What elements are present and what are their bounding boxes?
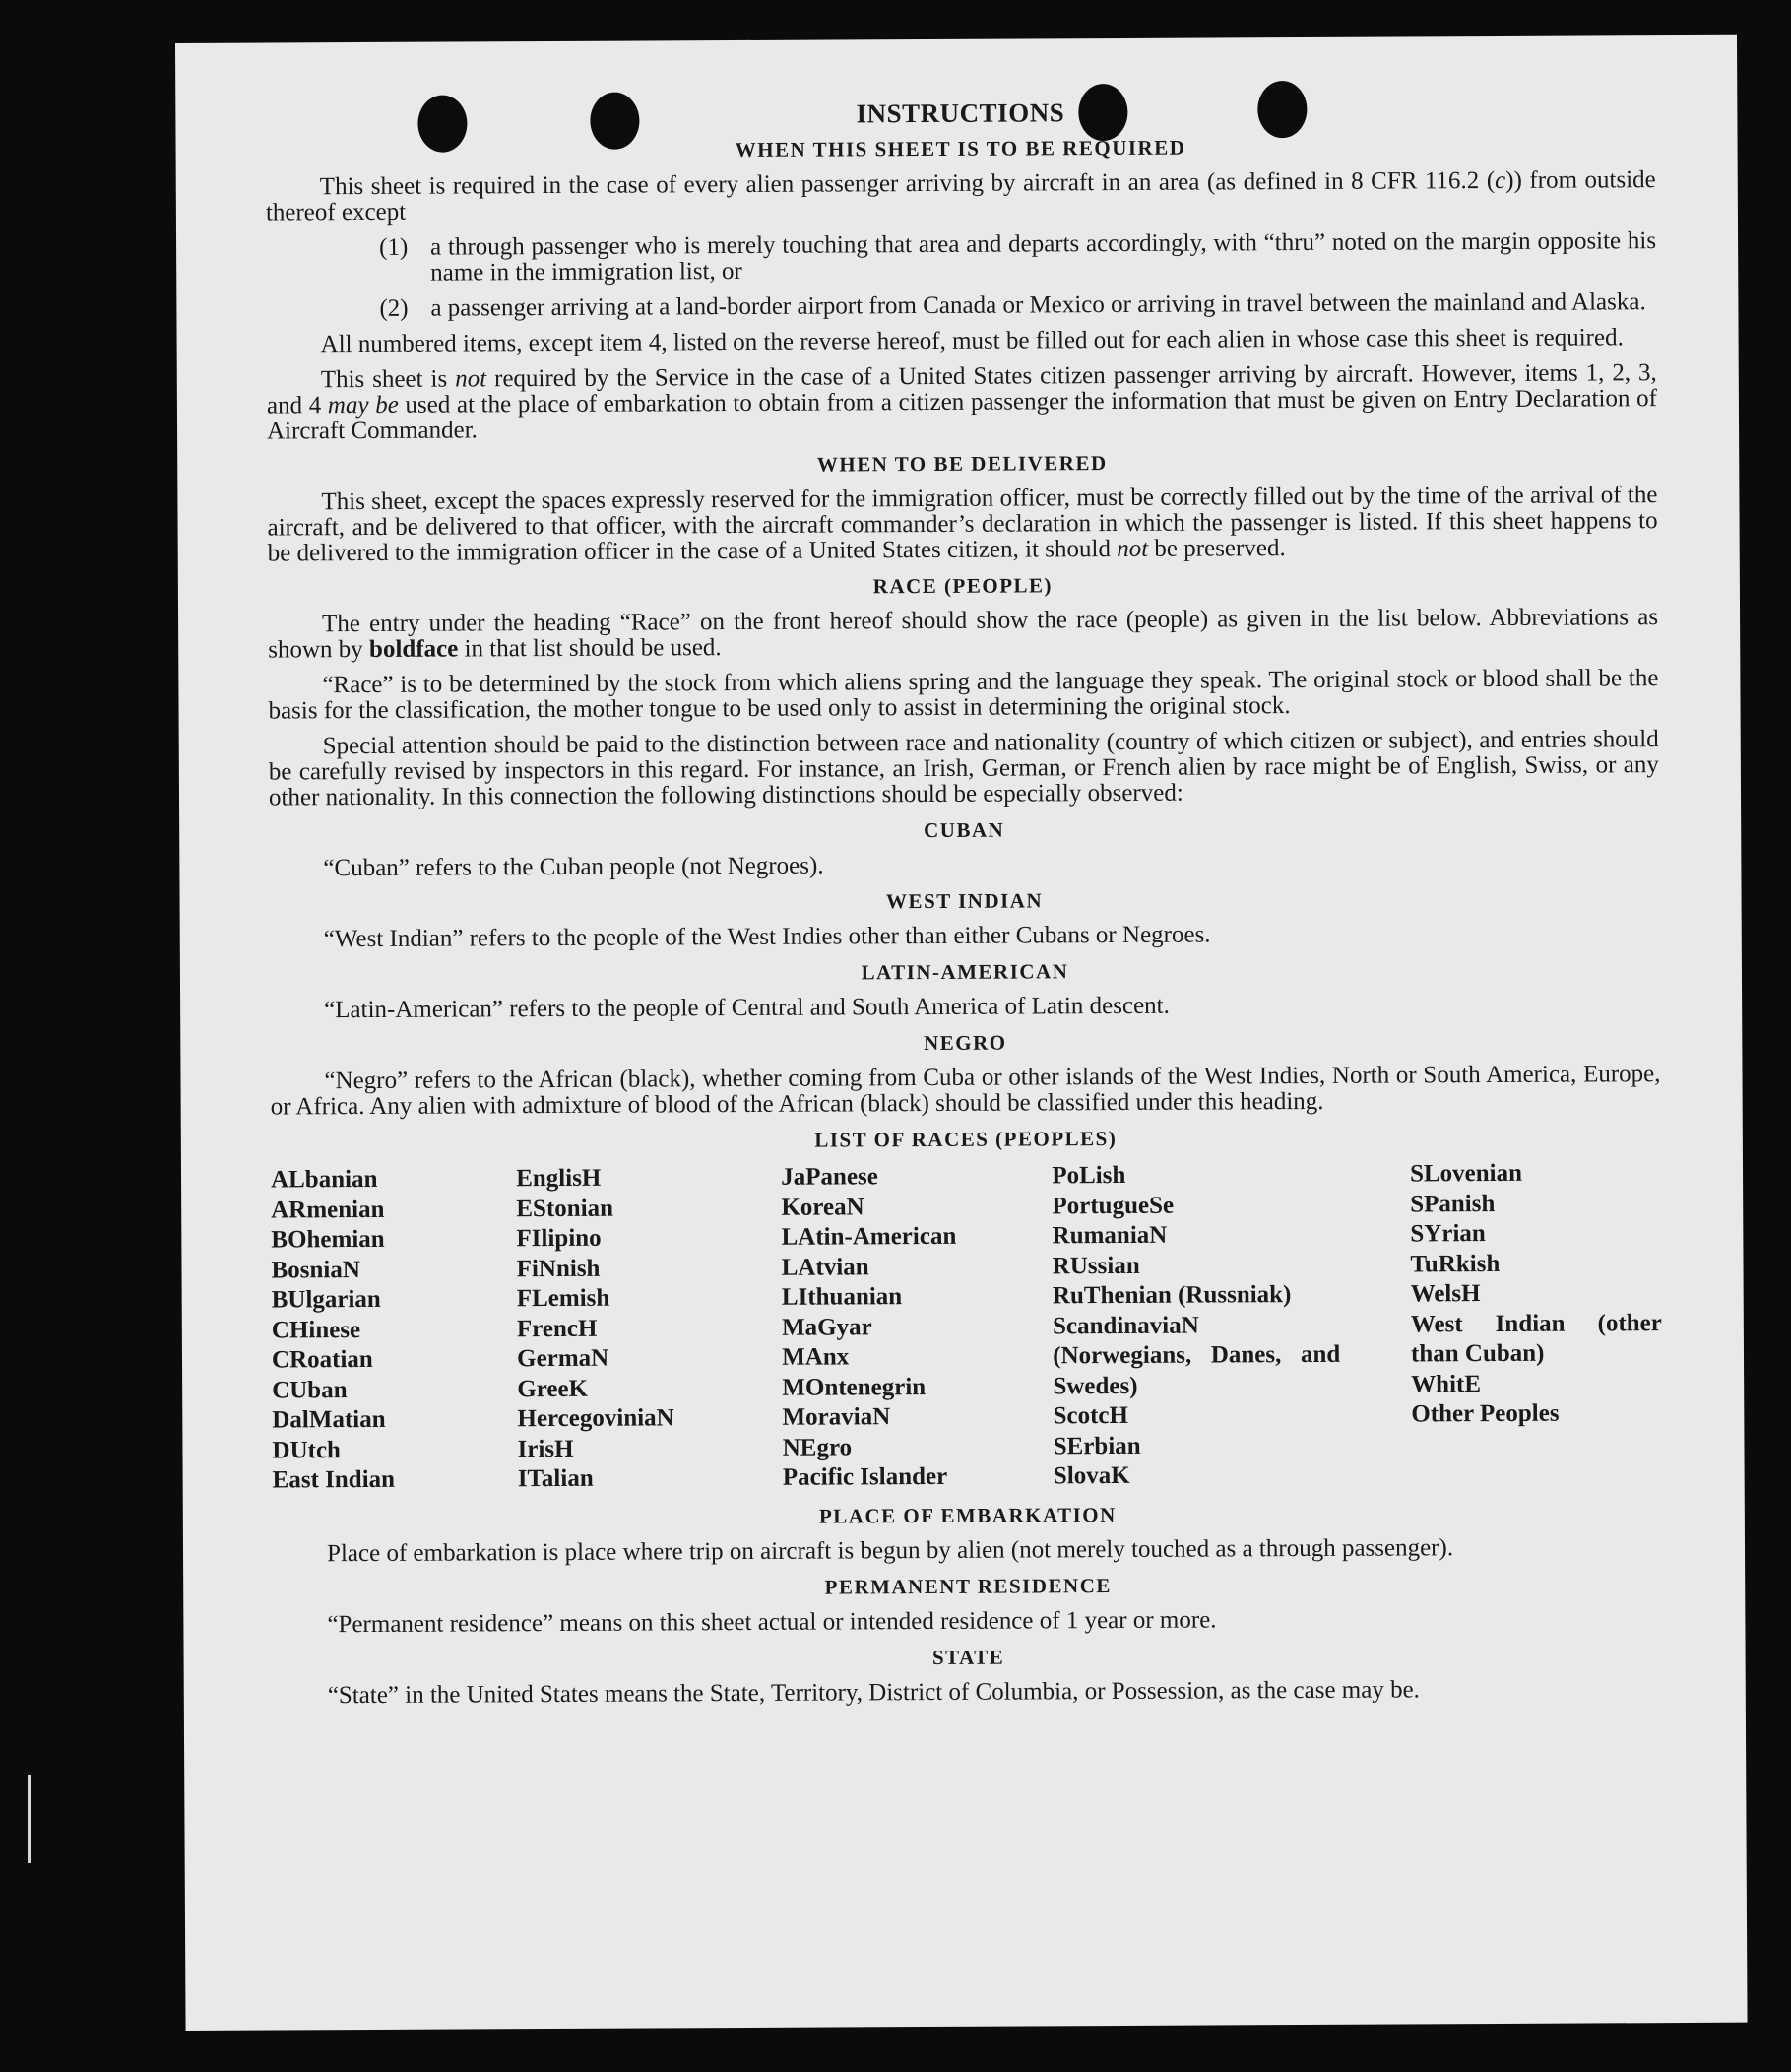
race-entry: ALbanian: [270, 1165, 378, 1194]
heading-race: RACE (PEOPLE): [872, 573, 1054, 599]
paragraph-latin-american: “Latin-American” refers to the people of Central and South America of Latin descent.: [324, 992, 1170, 1024]
race-entry: TuRkish: [1410, 1250, 1501, 1277]
race-entry: RumaniaN: [1052, 1221, 1168, 1250]
item-number: (2): [379, 294, 409, 322]
paragraph-state: “State” in the United States means the State, Territory, District of Columbia, or Possession, as the case may be.: [327, 1675, 1420, 1709]
race-entry: LAtin-American: [781, 1222, 957, 1251]
paragraph-delivery: This sheet, except the spaces expressly reserved for the immigration officer, must be correctly filled out by the time of the arrival of the aircraft, and be delivered to that officer, with the aircraft commander’s declaration in which the passenger is listed. If this sheet happens to be delivered to the immigration officer in the case of a United States citizen, it should not be preserved.: [267, 482, 1658, 567]
paragraph-permanent-residence: “Permanent residence” means on this sheet actual or intended residence of 1 year or more.: [327, 1605, 1217, 1638]
race-entry: SLovenian: [1409, 1159, 1523, 1188]
paragraph-race-definition: “Race” is to be determined by the stock from which aliens spring and the language they speak. The original stock or blood shall be the basis for the classification, the mother tongue to be used only to assist in determining the original stock.: [268, 665, 1659, 725]
heading-latin-american: LATIN-AMERICAN: [861, 959, 1069, 985]
paragraph-west-indian: “West Indian” refers to the people of the West Indies other than either Cubans or Negroes.: [323, 921, 1211, 953]
race-entry: EnglisH: [516, 1164, 602, 1193]
race-entry: PortugueSe: [1052, 1192, 1175, 1219]
race-entry: MaGyar: [781, 1313, 872, 1341]
heading-cuban: CUBAN: [924, 817, 1005, 843]
document-sheet: [175, 35, 1748, 2031]
race-column-1: [271, 1164, 518, 1496]
heading-when-required: WHEN THIS SHEET IS TO BE REQUIRED: [735, 135, 1186, 162]
race-entry: ITalian: [517, 1464, 594, 1493]
item-text: a through passenger who is merely touching that area and departs accordingly, with “thru” noted on the margin opposite his name in the immigration list, or: [430, 227, 1657, 287]
race-entry: Other Peoples: [1411, 1399, 1560, 1428]
race-entry: GreeK: [517, 1375, 589, 1402]
race-entry: FIlipino: [516, 1224, 602, 1253]
race-entry: SYrian: [1410, 1220, 1486, 1248]
race-entry: MOntenegrin: [782, 1373, 927, 1401]
race-entry: FrencH: [516, 1315, 598, 1342]
race-entry: CUban: [272, 1376, 348, 1404]
race-entry: IrisH: [517, 1435, 574, 1462]
race-entry: HercegoviniaN: [517, 1404, 674, 1433]
item-text: a passenger arriving at a land-border airport from Canada or Mexico or arriving in travel between the mainland and Alaska.: [430, 289, 1646, 322]
paragraph-race-entry: The entry under the heading “Race” on the front hereof should show the race (people) as given in the list below. Abbreviations as shown by boldface in that list should be used.: [268, 604, 1659, 664]
race-entry: BosniaN: [271, 1256, 360, 1284]
document-body: [265, 97, 1664, 1718]
race-column-3: [781, 1161, 1054, 1493]
page-title: INSTRUCTIONS: [856, 97, 1065, 129]
scan-edge-mark: [28, 1775, 31, 1863]
race-entry: DUtch: [272, 1436, 341, 1464]
heading-when-delivered: WHEN TO BE DELIVERED: [816, 451, 1108, 477]
race-entry-scandinavian: ScandinaviaN (Norwegians, Danes, and Swedes): [1053, 1312, 1341, 1399]
race-entry: GermaN: [517, 1344, 609, 1373]
race-entry: CHinese: [271, 1316, 361, 1344]
paragraph-race-nationality: Special attention should be paid to the distinction between race and nationality (country of which citizen or subject), and entries should be carefully revised by inspectors in this regard. For instance, an Irish, German, or French alien by race might be of English, Swiss, or any other nationality. In this connection the following distinctions should be especially observed:: [268, 726, 1659, 811]
exception-item-1: [379, 228, 1656, 287]
race-entry: CRoatian: [271, 1345, 373, 1374]
heading-embarkation: PLACE OF EMBARKATION: [818, 1502, 1117, 1528]
race-entry: East Indian: [272, 1465, 396, 1494]
paragraph-citizen: This sheet is not required by the Service in the case of a United States citizen passenger arriving by aircraft. However, items 1, 2, 3, and 4 may be used at the place of embarkation to obtain from a citizen passenger the information that must be given on Entry Declaration of Aircraft Commander.: [266, 359, 1657, 445]
heading-negro: NEGRO: [923, 1030, 1007, 1056]
paragraph-cuban: “Cuban” refers to the Cuban people (not Negroes).: [323, 852, 824, 882]
race-entry: FiNnish: [516, 1255, 601, 1282]
race-entry: WhitE: [1411, 1370, 1482, 1397]
race-entry: MoraviaN: [782, 1403, 891, 1431]
race-entry: ARmenian: [271, 1196, 385, 1224]
exception-item-2: [379, 290, 1656, 322]
race-entry: SPanish: [1410, 1190, 1496, 1217]
race-column-2: [516, 1163, 783, 1495]
race-entry: LAtvian: [781, 1253, 869, 1281]
race-entry: FLemish: [516, 1284, 610, 1313]
race-column-4: [1052, 1159, 1412, 1491]
race-entry: JaPanese: [781, 1163, 878, 1191]
race-entry: EStonian: [516, 1195, 614, 1222]
race-entry: BUlgarian: [271, 1285, 381, 1314]
race-entry: NEgro: [782, 1433, 853, 1461]
race-entry: SlovaK: [1053, 1461, 1130, 1490]
race-entry: MAnx: [782, 1343, 850, 1371]
race-entry-west-indian: West Indian (other than Cuban): [1410, 1309, 1662, 1368]
race-entry: ScotcH: [1053, 1401, 1129, 1430]
heading-list-of-races: LIST OF RACES (PEOPLES): [814, 1127, 1118, 1152]
race-entry: SErbian: [1053, 1432, 1141, 1459]
heading-west-indian: WEST INDIAN: [885, 888, 1044, 914]
paragraph-embarkation: Place of embarkation is place where trip on aircraft is begun by alien (not merely touched as a through passenger).: [326, 1533, 1454, 1567]
race-entry: LIthuanian: [781, 1283, 903, 1311]
heading-permanent-residence: PERMANENT RESIDENCE: [824, 1573, 1112, 1599]
race-entry: KoreaN: [781, 1193, 864, 1221]
race-list: [271, 1158, 1663, 1496]
heading-state: STATE: [931, 1645, 1005, 1669]
paragraph-required-intro: This sheet is required in the case of every alien passenger arriving by aircraft in an area (as defined in 8 CFR 116.2 (c)) from outside thereof except: [265, 166, 1656, 227]
race-entry: PoLish: [1052, 1161, 1126, 1190]
race-entry: Pacific Islander: [782, 1462, 948, 1491]
race-entry: RUssian: [1052, 1252, 1140, 1279]
race-column-5: [1410, 1158, 1663, 1490]
race-entry: DalMatian: [272, 1405, 386, 1434]
race-entry: WelsH: [1410, 1280, 1481, 1308]
paragraph-negro: “Negro” refers to the African (black), whether coming from Cuba or other islands of the West Indies, North or South America, Europe, or Africa. Any alien with admixture of blood of the African (black) should be classified under this heading.: [270, 1061, 1661, 1121]
item-number: (1): [379, 233, 409, 261]
race-entry: RuThenian (Russniak): [1052, 1281, 1292, 1310]
race-entry: BOhemian: [271, 1225, 385, 1254]
paragraph-numbered-items: All numbered items, except item 4, listed on the reverse hereof, must be filled out for each alien in whose case this sheet is required.: [320, 324, 1624, 358]
